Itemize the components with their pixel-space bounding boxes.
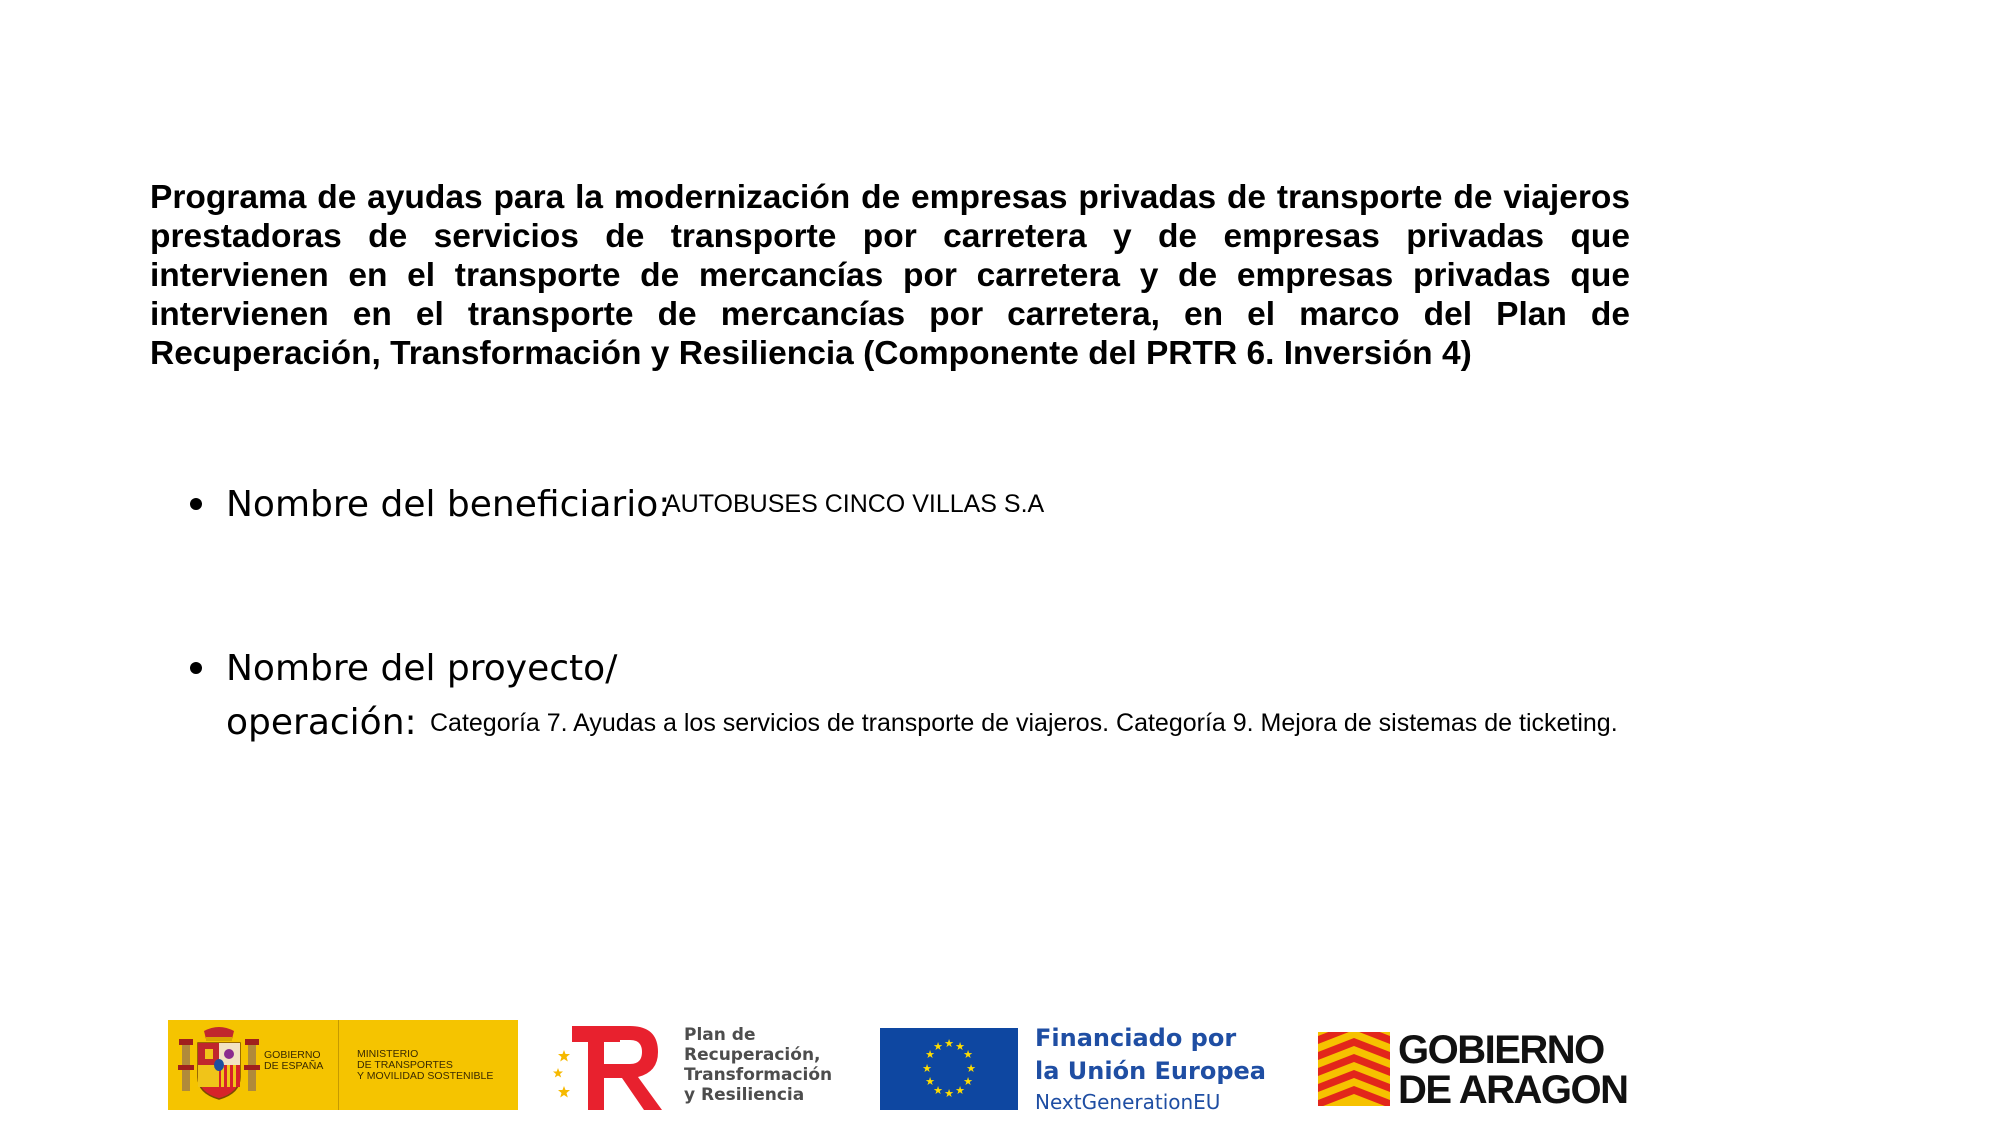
gobierno-aragon-line2: DE ARAGON (1398, 1068, 1628, 1112)
svg-text:★: ★ (944, 1037, 954, 1050)
prtr-emblem-icon (550, 1022, 680, 1112)
project-label-line2: operación: (226, 702, 417, 743)
beneficiary-label: Nombre del beneficiario: (226, 484, 671, 525)
svg-text:★: ★ (933, 1084, 943, 1097)
eu-financiado-text: Financiado por (1035, 1024, 1237, 1052)
svg-text:★: ★ (966, 1062, 976, 1075)
svg-text:★: ★ (963, 1075, 973, 1088)
ministerio-transportes-logo (168, 1020, 518, 1110)
svg-text:★: ★ (933, 1040, 943, 1053)
project-value: Categoría 7. Ayudas a los servicios de transporte de viajeros. Categoría 9. Mejora de sistemas de ticketing. (430, 709, 1618, 737)
svg-text:★: ★ (955, 1040, 965, 1053)
document-title: Programa de ayudas para la modernización de empresas privadas de transporte de viajeros prestadoras de servicios de transporte por carretera y de empresas privadas que intervienen en el transporte de mercancías por carretera y de empresas privadas que intervienen en el transporte de mercancías por carretera, en el marco del Plan de Recuperación, Transformación y Resiliencia (Componente del PRTR 6. Inversión 4) (150, 179, 1630, 372)
svg-text:★: ★ (944, 1087, 954, 1100)
eu-union-text: la Unión Europea (1035, 1057, 1266, 1085)
eu-nextgen-text: NextGenerationEU (1035, 1090, 1221, 1114)
gobierno-espana-text: GOBIERNO DE ESPAÑA (264, 1049, 324, 1072)
eu-flag-icon (880, 1028, 1018, 1110)
svg-text:★: ★ (955, 1084, 965, 1097)
svg-text:★: ★ (925, 1048, 935, 1061)
ministerio-text: MINISTERIO DE TRANSPORTES Y MOVILIDAD SOSTENIBLE (357, 1047, 494, 1082)
aragon-flag-icon (1318, 1032, 1390, 1106)
svg-text:★: ★ (963, 1048, 973, 1061)
beneficiary-value: AUTOBUSES CINCO VILLAS S.A (664, 490, 1045, 518)
plan-recuperacion-logo (550, 1022, 850, 1112)
bullet-icon (190, 662, 202, 674)
gobierno-aragon-logo (1318, 1028, 1658, 1110)
bullet-icon (190, 498, 202, 510)
spain-coat-of-arms-icon (174, 1025, 264, 1105)
svg-text:★: ★ (922, 1062, 932, 1075)
plan-recuperacion-text: Plan de Recuperación, Transformación y Resiliencia (684, 1025, 833, 1105)
svg-text:★: ★ (925, 1075, 935, 1088)
project-label-line1: Nombre del proyecto/ (226, 648, 618, 689)
gobierno-aragon-line1: GOBIERNO (1398, 1028, 1604, 1072)
union-europea-logo (880, 1020, 1280, 1114)
